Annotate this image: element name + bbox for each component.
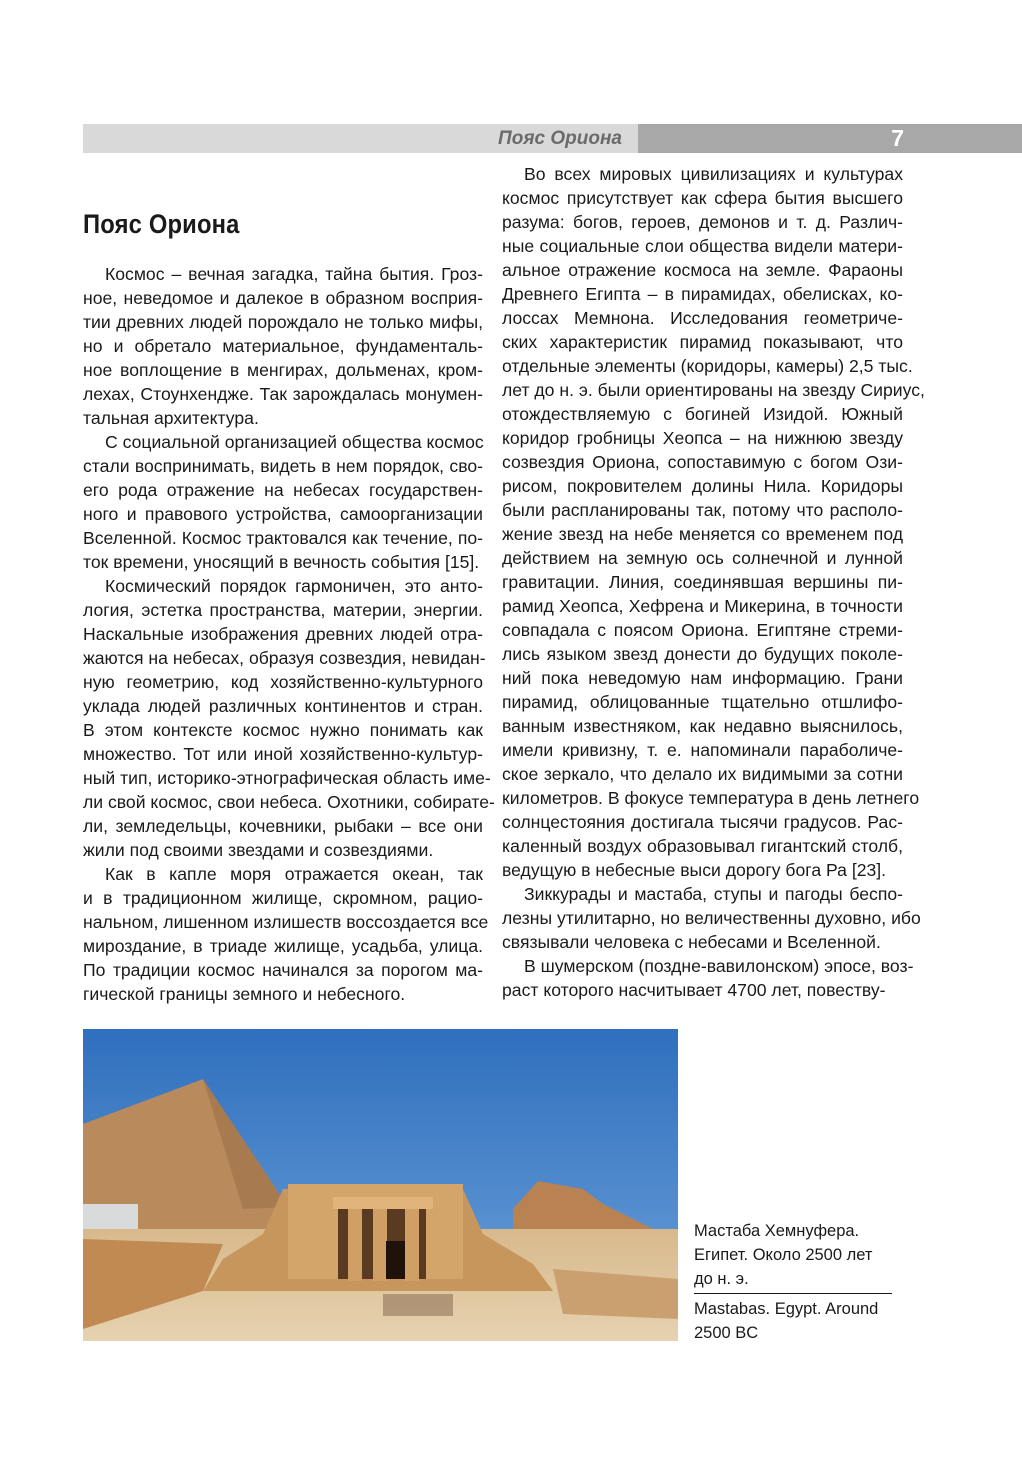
paragraph bbox=[83, 430, 483, 574]
text-line: стали воспринимать, видеть в нем порядок, сво- bbox=[83, 456, 483, 476]
text-line: тальная архитектура. bbox=[83, 408, 259, 428]
text-line: В шумерском (поздне-вавилонском) эпосе, воз- bbox=[524, 956, 914, 976]
text-line: коридор гробницы Хеопса – на нижнюю звезду bbox=[502, 428, 903, 448]
text-line: действием на земную ось солнечной и лунной bbox=[502, 548, 903, 568]
text-line: каленный воздух образовывал гигантский столб, bbox=[502, 836, 903, 856]
text-line: ток времени, уносящий в вечность события [15]. bbox=[83, 552, 480, 572]
text-line: ного и правового устройства, самоорганизации bbox=[83, 504, 483, 524]
caption-russian: Мастаба Хемнуфера. Египет. Около 2500 лет до н. э. bbox=[694, 1222, 873, 1288]
text-line: ли, земледельцы, кочевники, рыбаки – все они bbox=[83, 816, 483, 836]
text-line: гической границы земного и небесного. bbox=[83, 984, 406, 1004]
running-title: Пояс Ориона bbox=[498, 127, 622, 149]
text-line: Космический порядок гармоничен, это анто- bbox=[105, 576, 483, 596]
paragraph bbox=[502, 882, 921, 954]
column bbox=[405, 1209, 419, 1281]
text-line: ванным известняком, как недавно выяснилось, bbox=[502, 716, 903, 736]
text-line: логия, эстетка пространства, материи, энергии. bbox=[83, 600, 483, 620]
text-line: лехах, Стоунхендже. Так зарождалась монумен- bbox=[83, 384, 483, 404]
text-line: Древнего Египта – в пирамидах, обелисках, ко- bbox=[502, 284, 903, 304]
caption-english: Mastabas. Egypt. Around 2500 BC bbox=[694, 1300, 879, 1342]
right-text-column bbox=[502, 162, 925, 1002]
text-line: километров. В фокусе температура в день летнего bbox=[502, 788, 920, 808]
text-line: ное, неведомое и далекое в образном восприя- bbox=[83, 288, 483, 308]
text-line: космос присутствует как сфера бытия высшего bbox=[502, 188, 903, 208]
text-line: лезны утилитарно, но величественны духовно, ибо bbox=[502, 908, 921, 928]
text-line: ний пока неведомую нам информацию. Грани bbox=[502, 668, 903, 688]
text-line: ли свой космос, свои небеса. Охотники, собирате- bbox=[83, 792, 495, 812]
paragraph bbox=[83, 574, 495, 862]
left-text-column bbox=[83, 262, 495, 1006]
text-line: Вселенной. Космос трактовался как течение, по- bbox=[83, 528, 483, 548]
text-line: жаются на небесах, образуя созвездия, невидан- bbox=[83, 648, 486, 668]
mastaba-photo bbox=[83, 1029, 678, 1341]
text-line: ное воплощение в менгирах, дольменах, кром- bbox=[83, 360, 483, 380]
text-line: разума: богов, героев, демонов и т. д. Различ- bbox=[502, 212, 903, 232]
text-line: рамид Хеопса, Хефрена и Микерина, в точности bbox=[502, 596, 903, 616]
paragraph bbox=[83, 862, 489, 1006]
text-line: ные социальные слои общества видели матери- bbox=[502, 236, 903, 256]
column bbox=[348, 1209, 362, 1281]
text-line: лоссах Мемнона. Исследования геометриче- bbox=[502, 308, 903, 328]
text-line: множество. Тот или иной хозяйственно-культур- bbox=[83, 744, 483, 764]
text-line: С социальной организацией общества космос bbox=[105, 432, 484, 452]
text-line: ское зеркало, что делало их видимыми за сотни bbox=[502, 764, 903, 784]
text-line: лись языком звезд донести до будущих поколе- bbox=[502, 644, 903, 664]
column bbox=[373, 1209, 387, 1281]
photo-caption bbox=[694, 1219, 892, 1345]
text-line: Во всех мировых цивилизациях и культурах bbox=[524, 164, 903, 184]
tomb-doorway bbox=[386, 1241, 405, 1279]
running-header bbox=[83, 124, 638, 153]
text-line: уклада людей различных континентов и стран. bbox=[83, 696, 483, 716]
text-line: В этом контексте космос нужно понимать как bbox=[83, 720, 483, 740]
text-line: солнцестояния достигала тысячи градусов. Рас- bbox=[502, 812, 903, 832]
text-line: пирамид, облицованные тщательно отшлифо- bbox=[502, 692, 903, 712]
paragraph bbox=[83, 262, 483, 430]
text-line: созвездия Ориона, сопоставимую с богом Ози- bbox=[502, 452, 903, 472]
text-line: отдельные элементы (коридоры, камеры) 2,5 тыс. bbox=[502, 356, 913, 376]
article-title: Пояс Ориона bbox=[83, 209, 240, 239]
text-line: мироздание, в триаде жилище, усадьба, улица. bbox=[83, 936, 483, 956]
text-line: лет до н. э. были ориентированы на звезду Сириус, bbox=[502, 380, 925, 400]
text-line: ную геометрию, код хозяйственно-культурного bbox=[83, 672, 483, 692]
text-line: Как в капле моря отражается океан, так bbox=[105, 864, 483, 884]
floor-grate bbox=[383, 1294, 453, 1316]
text-line: связывали человека с небесами и Вселенной. bbox=[502, 932, 881, 952]
text-line: его рода отражение на небесах государствен- bbox=[83, 480, 483, 500]
text-line: альное отражение космоса на земле. Фараоны bbox=[502, 260, 903, 280]
text-line: были распланированы так, потому что располо- bbox=[502, 500, 903, 520]
text-line: отождествляемую с богиней Изидой. Южный bbox=[502, 404, 903, 424]
text-line: гравитации. Линия, соединявшая вершины пи- bbox=[502, 572, 903, 592]
text-line: По традиции космос начинался за порогом ма- bbox=[83, 960, 483, 980]
text-line: имели кривизну, т. е. напоминали параболиче- bbox=[502, 740, 903, 760]
text-line: ведущую в небесные выси дорогу бога Ра [23]. bbox=[502, 860, 887, 880]
text-line: и в традиционном жилище, скромном, рацио- bbox=[83, 888, 483, 908]
text-line: Наскальные изображения древних людей отра- bbox=[83, 624, 483, 644]
text-line: раст которого насчитывает 4700 лет, повеству- bbox=[502, 980, 886, 1000]
text-line: жение звезд на небе меняется со временем под bbox=[502, 524, 903, 544]
paragraph bbox=[502, 162, 925, 882]
text-line: нальном, лишенном излишеств воссоздается все bbox=[83, 912, 489, 932]
caption-divider bbox=[694, 1293, 892, 1294]
paragraph bbox=[502, 954, 914, 1002]
text-line: Космос – вечная загадка, тайна бытия. Гроз- bbox=[105, 264, 483, 284]
page-number: 7 bbox=[891, 125, 904, 151]
text-line: тии древних людей порождало не только мифы, bbox=[83, 312, 483, 332]
text-line: совпадала с поясом Ориона. Египтяне стреми- bbox=[502, 620, 903, 640]
text-line: жили под своими звездами и созвездиями. bbox=[83, 840, 434, 860]
text-line: ный тип, историко-этнографическая область име- bbox=[83, 768, 491, 788]
text-line: рисом, покровителем долины Нила. Коридоры bbox=[502, 476, 903, 496]
page-number-bar bbox=[638, 124, 1022, 153]
text-line: Зиккурады и мастаба, ступы и пагоды беспо- bbox=[524, 884, 903, 904]
text-line: но и обретало материальное, фундаменталь- bbox=[83, 336, 483, 356]
text-line: ских характеристик пирамид показывают, что bbox=[502, 332, 903, 352]
